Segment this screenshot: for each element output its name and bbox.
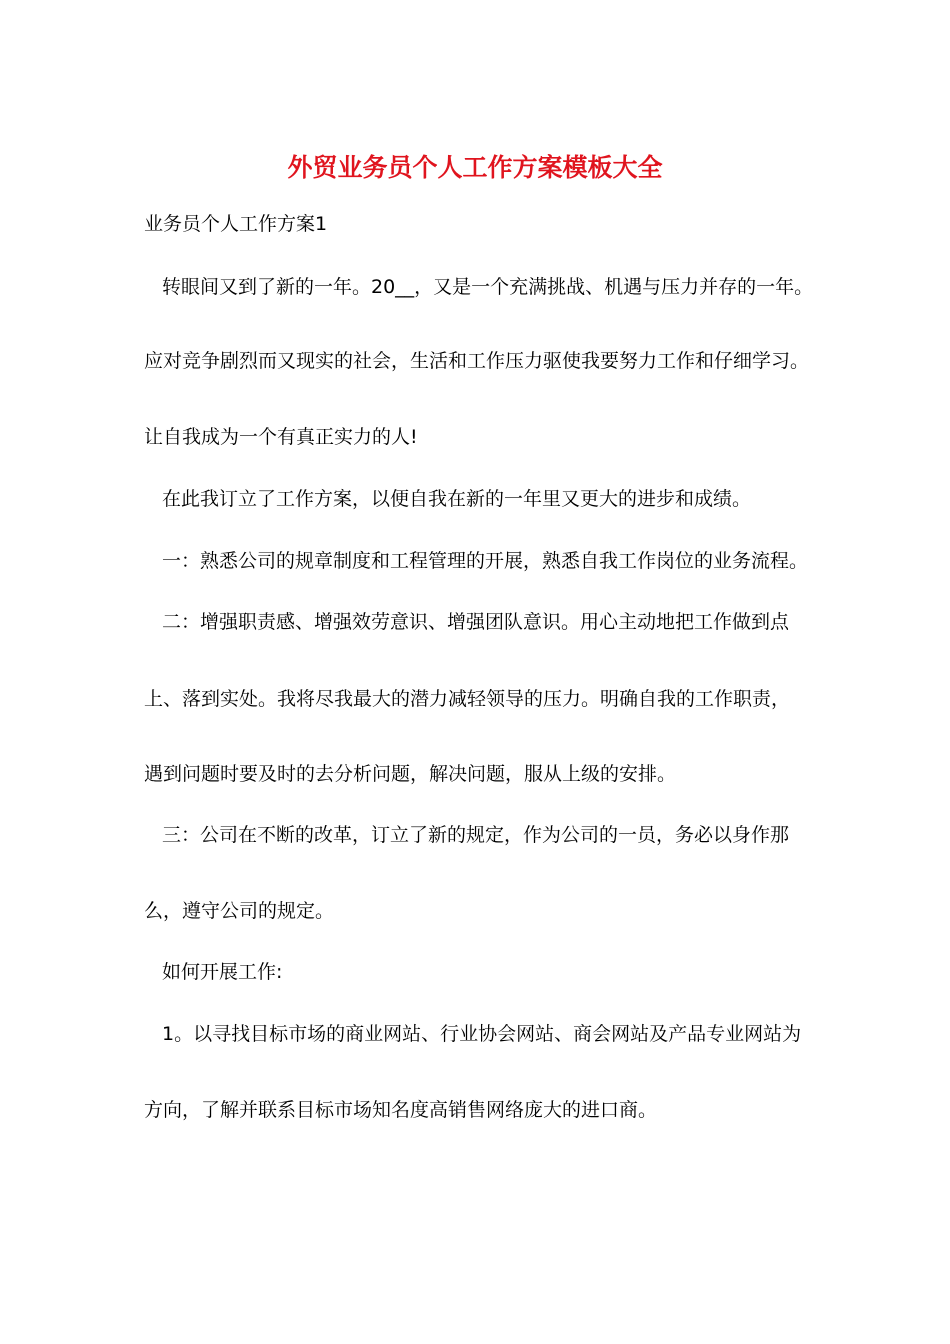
paragraph-line: 在此我订立了工作方案，以便自我在新的一年里又更大的进步和成绩。 [162,488,752,510]
paragraph-line: 方向，了解并联系目标市场知名度高销售网络庞大的进口商。 [144,1099,658,1121]
paragraph-line: 转眼间又到了新的一年。20__，又是一个充满挑战、机遇与压力并存的一年。 [162,276,814,298]
paragraph-line: 二：增强职责感、增强效劳意识、增强团队意识。用心主动地把工作做到点 [162,611,790,633]
section-heading: 业务员个人工作方案1 [144,213,328,235]
paragraph-line: 应对竞争剧烈而又现实的社会，生活和工作压力驱使我要努力工作和仔细学习。 [144,350,810,372]
paragraph-line: 三：公司在不断的改革，订立了新的规定，作为公司的一员，务必以身作那 [162,824,790,846]
paragraph-line: 遇到问题时要及时的去分析问题，解决问题，服从上级的安排。 [144,763,677,785]
paragraph-line: 上、落到实处。我将尽我最大的潜力减轻领导的压力。明确自我的工作职责， [144,688,791,710]
paragraph-line: 一：熟悉公司的规章制度和工程管理的开展，熟悉自我工作岗位的业务流程。 [162,550,809,572]
document-title: 外贸业务员个人工作方案模板大全 [287,153,663,182]
paragraph-line: 让自我成为一个有真正实力的人! [144,426,418,448]
paragraph-line: 如何开展工作: [162,961,283,983]
paragraph-line: 1。以寻找目标市场的商业网站、行业协会网站、商会网站及产品专业网站为 [162,1023,802,1045]
paragraph-line: 么，遵守公司的规定。 [144,900,335,922]
